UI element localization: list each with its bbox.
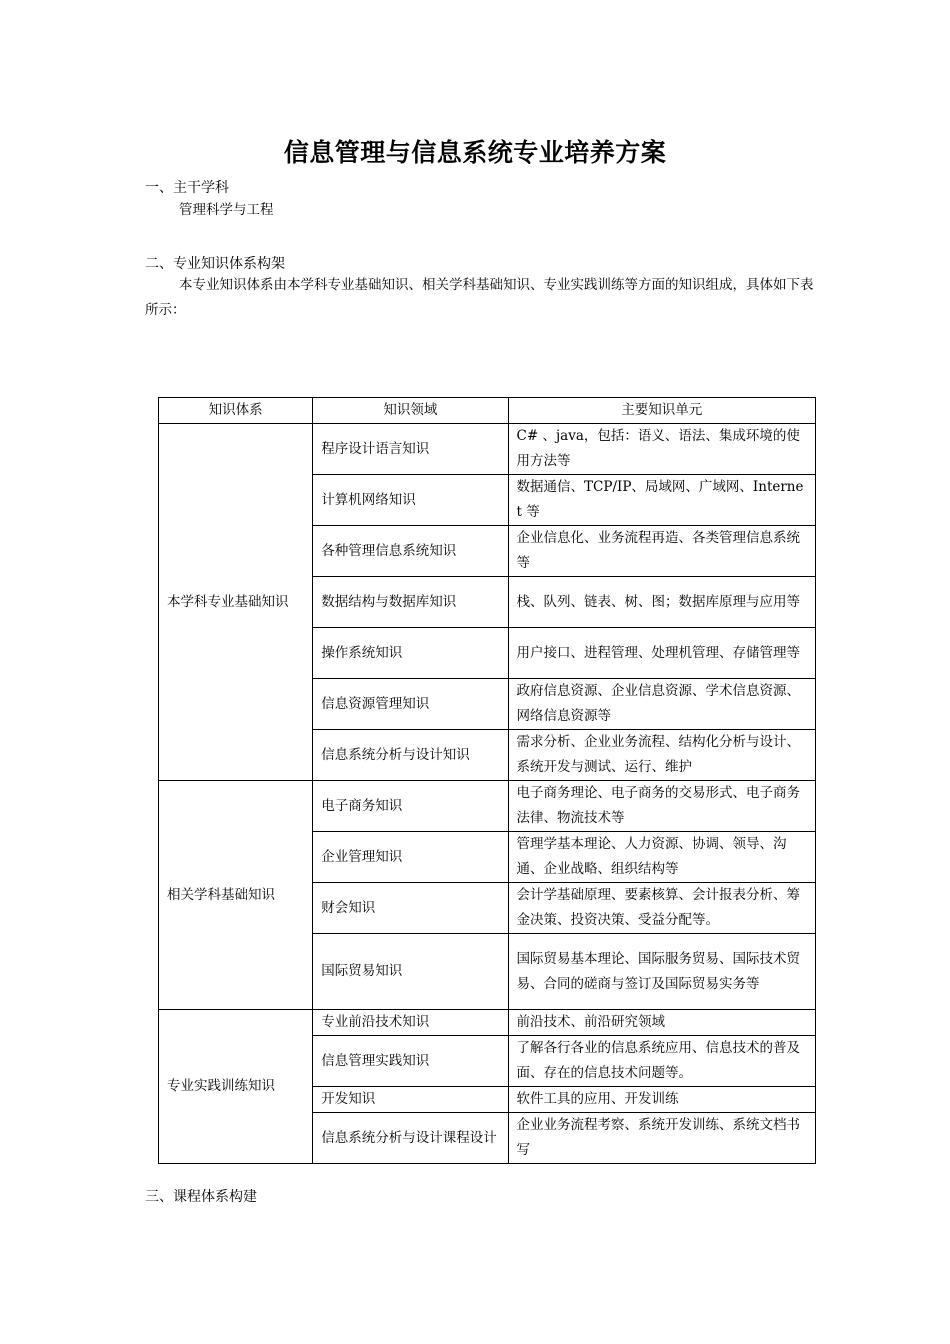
knowledge-framework-intro: 本专业知识体系由本学科专业基础知识、相关学科基础知识、专业实践训练等方面的知识组成，具体如下表所示： (145, 277, 814, 318)
knowledge-units-cell: 管理学基本理论、人力资源、协调、领导、沟通、企业战略、组织结构等 (508, 832, 815, 883)
table-header-row (159, 398, 816, 424)
knowledge-units-cell: 企业业务流程考察、系统开发训练、系统文档书写 (508, 1113, 815, 1164)
knowledge-units-cell: 栈、队列、链表、树、图；数据库原理与应用等 (508, 577, 815, 628)
knowledge-field-cell: 程序设计语言知识 (313, 424, 508, 475)
section-heading-knowledge-framework: 二、专业知识体系构架 (145, 256, 285, 272)
section-heading-curriculum: 三、课程体系构建 (145, 1189, 257, 1205)
knowledge-field-cell: 信息系统分析与设计知识 (313, 730, 508, 781)
knowledge-units-cell: 数据通信、TCP/IP、局域网、广域网、Internet 等 (508, 475, 815, 526)
header-main-units: 主要知识单元 (508, 398, 815, 424)
knowledge-units-cell: 用户接口、进程管理、处理机管理、存储管理等 (508, 628, 815, 679)
knowledge-units-cell: 政府信息资源、企业信息资源、学术信息资源、网络信息资源等 (508, 679, 815, 730)
knowledge-units-cell: 了解各行各业的信息系统应用、信息技术的普及面、存在的信息技术问题等。 (508, 1036, 815, 1087)
knowledge-units-cell: 电子商务理论、电子商务的交易形式、电子商务法律、物流技术等 (508, 781, 815, 832)
knowledge-field-cell: 开发知识 (313, 1087, 508, 1113)
page-title: 信息管理与信息系统专业培养方案 (283, 138, 667, 167)
knowledge-units-cell: C# 、java，包括：语义、语法、集成环境的使用方法等 (508, 424, 815, 475)
knowledge-units-cell: 国际贸易基本理论、国际服务贸易、国际技术贸易、合同的磋商与签订及国际贸易实务等 (508, 934, 815, 1010)
knowledge-field-cell: 计算机网络知识 (313, 475, 508, 526)
knowledge-field-cell: 信息资源管理知识 (313, 679, 508, 730)
knowledge-units-cell: 软件工具的应用、开发训练 (508, 1087, 815, 1113)
knowledge-field-cell: 数据结构与数据库知识 (313, 577, 508, 628)
table-row (159, 424, 816, 475)
table-row (159, 781, 816, 832)
knowledge-field-cell: 操作系统知识 (313, 628, 508, 679)
knowledge-system-cell: 本学科专业基础知识 (159, 424, 313, 781)
knowledge-units-cell: 前沿技术、前沿研究领域 (508, 1010, 815, 1036)
header-knowledge-field: 知识领域 (313, 398, 508, 424)
major-discipline-text: 管理科学与工程 (179, 202, 274, 218)
knowledge-field-cell: 信息管理实践知识 (313, 1036, 508, 1087)
knowledge-field-cell: 专业前沿技术知识 (313, 1010, 508, 1036)
section-heading-major-discipline: 一、主干学科 (145, 180, 229, 196)
knowledge-field-cell: 各种管理信息系统知识 (313, 526, 508, 577)
knowledge-field-cell: 电子商务知识 (313, 781, 508, 832)
knowledge-units-cell: 需求分析、企业业务流程、结构化分析与设计、系统开发与测试、运行、维护 (508, 730, 815, 781)
knowledge-table (158, 397, 816, 1164)
table-row (159, 1010, 816, 1036)
header-knowledge-system: 知识体系 (159, 398, 313, 424)
knowledge-field-cell: 财会知识 (313, 883, 508, 934)
knowledge-system-cell: 专业实践训练知识 (159, 1010, 313, 1164)
knowledge-field-cell: 信息系统分析与设计课程设计 (313, 1113, 508, 1164)
knowledge-units-cell: 企业信息化、业务流程再造、各类管理信息系统等 (508, 526, 815, 577)
knowledge-field-cell: 国际贸易知识 (313, 934, 508, 1010)
knowledge-units-cell: 会计学基础原理、要素核算、会计报表分析、筹金决策、投资决策、受益分配等。 (508, 883, 815, 934)
knowledge-field-cell: 企业管理知识 (313, 832, 508, 883)
knowledge-system-cell: 相关学科基础知识 (159, 781, 313, 1010)
